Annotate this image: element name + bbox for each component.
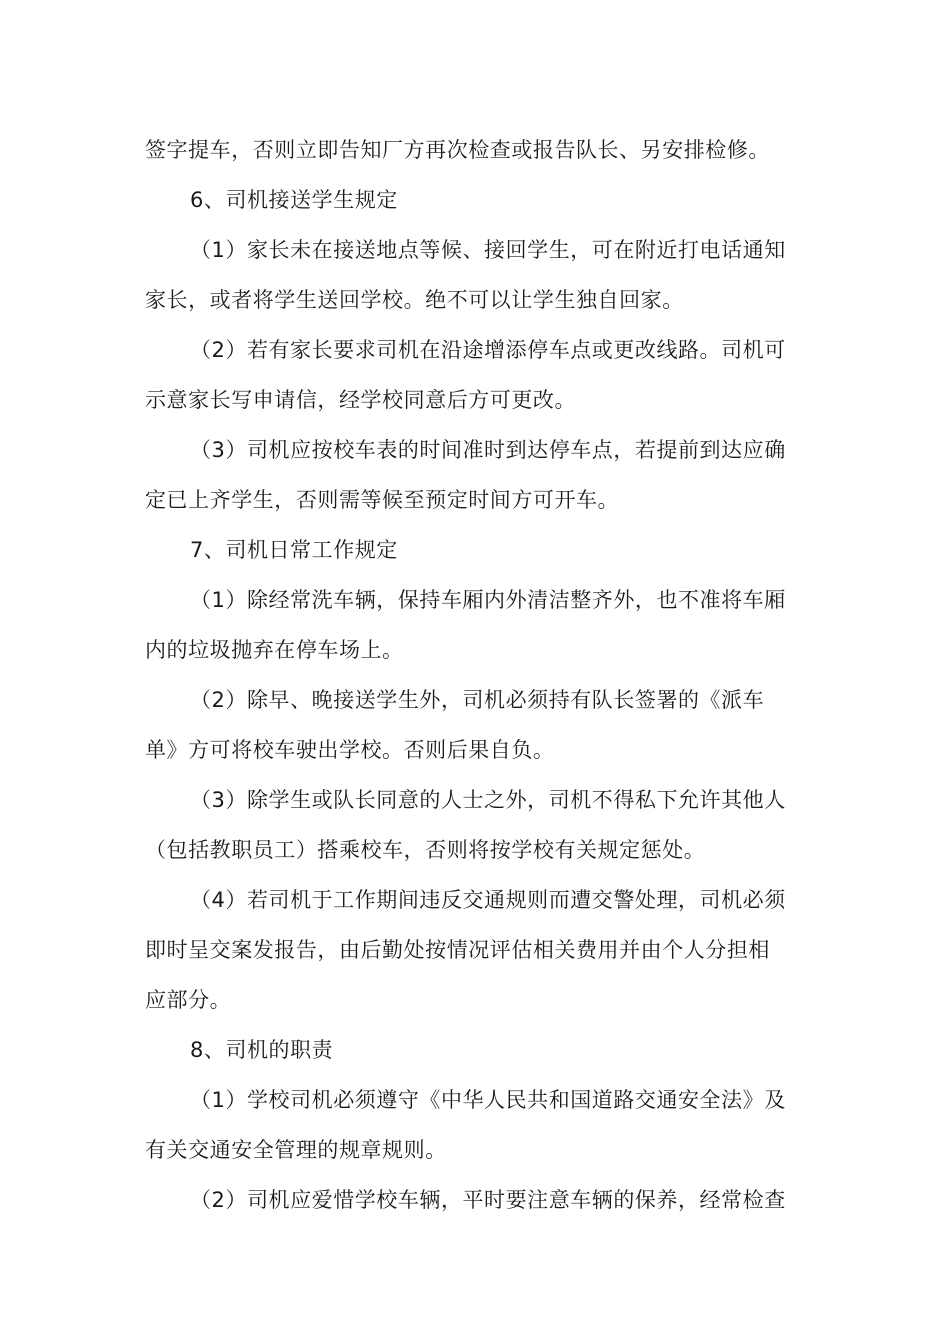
text-line: 签字提车，否则立即告知厂方再次检查或报告队长、另安排检修。 [145,138,770,162]
section-heading: 7、司机日常工作规定 [190,538,398,562]
section-heading: 8、司机的职责 [190,1038,334,1062]
document-body [145,125,809,1225]
section-heading: 6、司机接送学生规定 [190,188,398,212]
text-line: （2）司机应爱惜学校车辆，平时要注意车辆的保养，经常检查 [190,1188,786,1212]
text-line: 即时呈交案发报告，由后勤处按情况评估相关费用并由个人分担相 [145,938,770,962]
text-line: （1）家长未在接送地点等候、接回学生，可在附近打电话通知 [190,238,786,262]
text-line: 定已上齐学生，否则需等候至预定时间方可开车。 [145,488,620,512]
text-line: （2）若有家长要求司机在沿途增添停车点或更改线路。司机可 [190,338,786,362]
text-line: （4）若司机于工作期间违反交通规则而遭交警处理，司机必须 [190,888,786,912]
text-line: （3）除学生或队长同意的人士之外，司机不得私下允许其他人 [190,788,786,812]
text-line: （3）司机应按校车表的时间准时到达停车点，若提前到达应确 [190,438,786,462]
text-line: （1）除经常洗车辆，保持车厢内外清洁整齐外，也不准将车厢 [190,588,786,612]
text-line: （2）除早、晚接送学生外，司机必须持有队长签署的《派车 [190,688,765,712]
text-line: （1）学校司机必须遵守《中华人民共和国道路交通安全法》及 [190,1088,786,1112]
text-line: 示意家长写申请信，经学校同意后方可更改。 [145,388,576,412]
text-line: 单》方可将校车驶出学校。否则后果自负。 [145,738,555,762]
text-line: 家长，或者将学生送回学校。绝不可以让学生独自回家。 [145,288,684,312]
text-line: 应部分。 [145,988,232,1012]
text-line: （包括教职员工）搭乘校车，否则将按学校有关规定惩处。 [145,838,706,862]
text-line: 内的垃圾抛弃在停车场上。 [145,638,404,662]
text-line: 有关交通安全管理的规章规则。 [145,1138,447,1162]
